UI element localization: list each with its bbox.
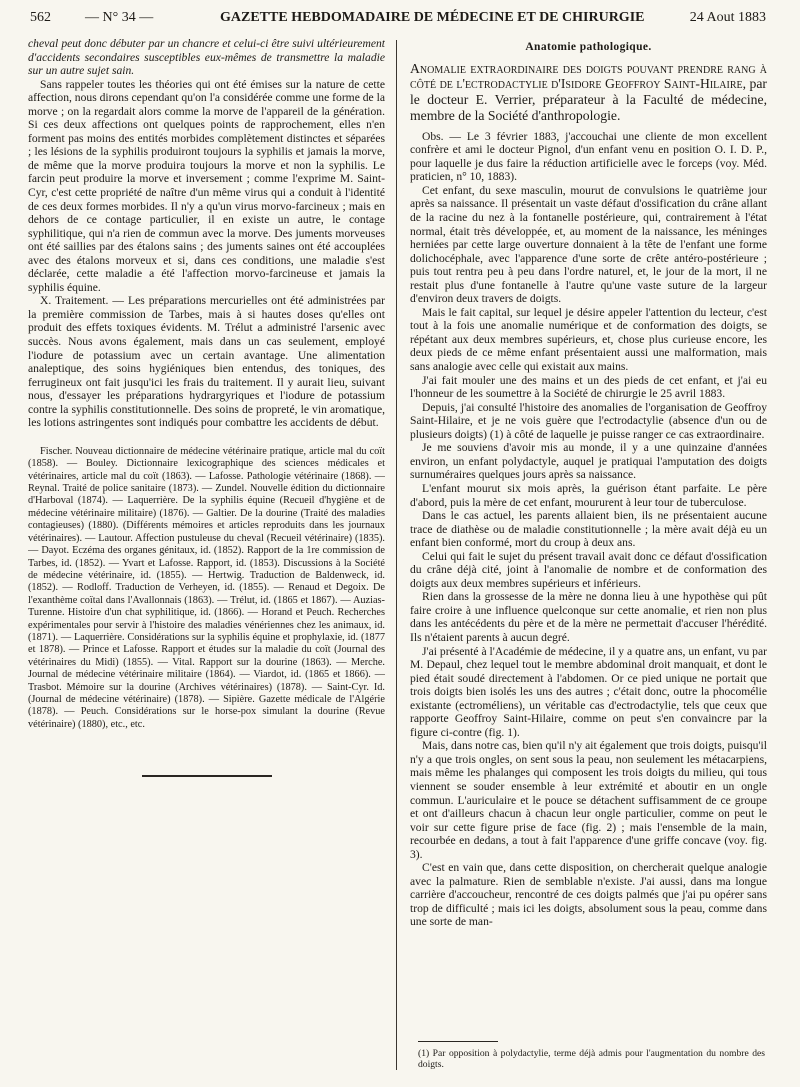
paragraph: Rien dans la grossesse de la mère ne donna lieu à une hypothèse qui pût faire croire à une influence quelconque sur cette anomalie, et rien non plus dans les antécédents du père et de la mère ne permettait d'accuser l'hérédité. Ils n'étaient parents à aucun degré. (410, 590, 767, 644)
paragraph: Mais, dans notre cas, bien qu'il n'y ait également que trois doigts, puisqu'il n'y a que trois ongles, on sent sous la peau, non seulement les métacarpiens, mais même les phalanges qui composent les trois doigts du milieu, qui tous viennent se souder ensemble à leur extrémité et aboutir en un ongle commun. L'auriculaire et le pouce se détachent suffisamment de ce groupe et ont d'ailleurs chacun à chacun leur ongle particulier, comme on peut le voir sur cette figure prise de face (fig. 2) ; mais l'ensemble de la main, recourbée en dedans, a tout à fait l'apparence d'une griffe concave (voy. fig. 3). (410, 739, 767, 861)
section-divider (142, 775, 272, 777)
bibliography-text: Fischer. Nouveau dictionnaire de médecine vétérinaire pratique, article mal du coït (1858). — Bouley. Dictionnaire lexicographique des sciences médicales et vétérinaires, article mal du coït (1863). — Lafosse. Pathologie vétérinaire (1868). — Reynal. Traité de police sanitaire (1873). — Zundel. Nouvelle édition du dictionnaire d'Harboval (1874). — Laquerrière. De la syphilis équine (Recueil d'hygiène et de médecine vétérinaire militaire) (1876). — Galtier. De la dourine (Traité des maladies contagieuses) (1880). (Différents mémoires et articles reproduits dans les journaux vétérinaires). — Lautour. Affection pustuleuse du cheval (Recueil vétérinaire) (1835). — Dayot. Eczéma des organes génitaux, id. (1852). Rapport de la 1re commission de Tarbes, id. (1852). — Yvart et Lafosse. Rapport, id. (1853). Discussions à la Société de médecine vétérinaire, id. (1855). — Hertwig. Traduction de Baldenweck, id. (1852). — Rodloff. Traduction de Verheyen, id. (1855). — Renaud et Degoix. De l'exanthème coïtal dans l'Avallonnais (1863). — Trélut, id. (1865 et 1867). — Auzias-Turenne. Histoire d'un chat syphilitique, id. (1866). — Horand et Peuch. Recherches expérimentales pour servir à l'histoire des maladies vénériennes chez les animaux, id. (1871). — Laquerrière. Considérations sur la syphilis équine et prophylaxie, id. (1877 et 1878). — Prince et Lafosse. Rapport et études sur la maladie du coït (Journal des vétérinaires du Midi) (1855). — Vital. Rapport sur la dourine (1863). — Merche. Journal de médecine vétérinaire militaire (1864). — Viardot, id. (1865 et 1866). — Trasbot. Mémoire sur la dourine (Archives vétérinaires) (1878). — Saint-Cyr. Id. (Journal de médecine vétérinaire) (1878). — Sipière. Gazette médicale de l'Algérie (1878). — Peuch. Considérations sur le horse-pox simulant la dourine (Revue vétérinaire) (1880), etc., etc. (28, 445, 385, 730)
left-body (28, 78, 385, 430)
column-divider (396, 40, 397, 1070)
paragraph: C'est en vain que, dans cette disposition, on chercherait quelque analogie avec la palmature. Rien de semblable n'existe. J'ai aussi, dans ma longue carrière d'accoucheur, rencontré de ces doigts palmés que j'ai pu opérer sans trop de difficulté ; mais ici les doigts, absolument sous la peau, comme dans une sorte de man- (410, 861, 767, 929)
paragraph: J'ai présenté à l'Académie de médecine, il y a quatre ans, un enfant, vu par M. Depaul, chez lequel tout le membre abdominal droit manquait, et dont le pied était soudé directement à l'abdomen. Or ce pied unique ne portait que trois doigts bien isolés les uns des autres ; c'était donc, outre la phocomélie existante (ectroméliens), un véritable cas d'ectrodactylie, tels que ceux que rapporte Geoffroy Saint-Hilaire, comme on peut s'en convaincre par la figure ci-contre (fig. 1). (410, 644, 767, 739)
right-body (410, 130, 767, 929)
left-column (28, 37, 385, 1072)
article-title (410, 61, 767, 124)
paragraph: J'ai fait mouler une des mains et un des pieds de cet enfant, et j'ai eu l'honneur de les soumettre à la Société de chirurgie le 25 avril 1883. (410, 373, 767, 401)
bibliography (28, 446, 385, 731)
paragraph: Obs. — Le 3 février 1883, j'accouchai une cliente de mon excellent confrère et ami le docteur Pignol, d'un enfant venu en position O. I. D. P., pour laquelle je dus faire la réduction artificielle avec le forceps (voy. Méd. praticien, n° 10, 1883). (410, 129, 767, 184)
footnote-text: (1) Par opposition à polydactylie, terme déjà admis pour l'augmentation du nombre des doigts. (418, 1047, 765, 1071)
paragraph: Cet enfant, du sexe masculin, mourut de convulsions le quatrième jour après sa naissance. Il présentait un vaste défaut d'ossification du crâne allant de la racine du nez à la fontanelle postérieure, qui, contrairement à l'état normal, était très développée, et, au moment de la naissance, les méninges herniées par cette large ouverture donnaient à la tête de l'enfant une forme dolichocéphale, avec l'apparence d'une sorte de crête antéro-postérieure ; puis tout rentra peu à peu dans l'ordre naturel, et, le jour de la mort, il ne restait plus d'une fontanelle à l'autre qu'une vaste suture de la largeur d'environ deux travers de doigts. (410, 183, 767, 306)
article-title-main: Anomalie extraordinaire des doigts pouvant prendre rang à côté de l'ectrodactylie d'Isidore Geoffroy Saint-Hilaire, (410, 60, 767, 92)
right-column (410, 37, 767, 1077)
journal-title: GAZETTE HEBDOMADAIRE DE MÉDECINE ET DE CHIRURGIE (220, 10, 645, 25)
paragraph: Depuis, j'ai consulté l'histoire des anomalies de l'organisation de Geoffroy Saint-Hilaire, et je ne vois guère que l'ectrodactylie (absence d'un ou de plusieurs doigts) (1) à côté de laquelle je puisse ranger ce cas extraordinaire. (410, 400, 767, 441)
article-byline: par le docteur E. Verrier, préparateur à la Faculté de médecine, membre de la Société d'anthropologie. (410, 76, 767, 123)
section-heading: Anatomie pathologique. (525, 41, 652, 53)
continued-paragraph: cheval peut donc débuter par un chancre et celui-ci être suivi ultérieurement d'accidents secondaires susceptibles eux-mêmes de transmettre la maladie sur un autre sujet sain. (28, 37, 385, 78)
paragraph: Sans rappeler toutes les théories qui ont été émises sur la nature de cette affection, nous dirons cependant qu'on l'a considérée comme une forme de la morve ; on la regardait alors comme la morve de l'appareil de la génération. Si ces deux affections ont quelques points de rapprochement, elles n'en forment pas moins des entités morbides complètement distinctes et séparées ; les lésions de la syphilis produiront toujours la syphilis et jamais la morve, de même que la morve produira toujours la morve et non la syphilis. Le farcin peut produire la morve et inversement ; comme l'exprime M. Saint-Cyr, c'est cette propriété de naître d'un même virus qui a conduit à l'identité de ces deux formes morbides. Il n'y a qu'un virus morvo-farcineux ; mais en dehors de ce contage particulier, il en existe un autre, le contage syphilitique, qui n'a rien de commun avec la morve. Des juments morveuses ont été saillies par des étalons sains ; des juments saines ont été accouplées avec des étalons morveux et si, dans ces conditions, une maladie s'est déclarée, cette maladie a été l'affection morvo-farcineuse et jamais la syphilis équine. (28, 77, 385, 294)
paragraph: Celui qui fait le sujet du présent travail avait donc ce défaut d'ossification du crâne déjà cité, joint à l'anomalie de nombre et de conformation des doigts aux deux membres supérieurs et inférieurs. (410, 549, 767, 590)
issue-number: — N° 34 — (85, 10, 154, 25)
footnote-rule (418, 1041, 498, 1042)
footnote (418, 1041, 765, 1071)
issue-date: 24 Aout 1883 (689, 10, 766, 25)
running-header (28, 8, 770, 30)
paragraph: Je me souviens d'avoir mis au monde, il y a une quinzaine d'années environ, un enfant polydactyle, auquel je pratiquai l'amputation des doigts surnuméraires quelques jours après sa naissance. (410, 441, 767, 482)
paragraph: X. Traitement. — Les préparations mercurielles ont été administrées par la première commission de Tarbes, mais à si hautes doses qu'elles ont produit des effets toxiques évidents. M. Trélut a administré l'arsenic avec succès. Nous avons également, mais dans un cas seulement, employé l'iodure de potassium avec un certain avantage. Une alimentation analeptique, des soins hygiéniques bien entendus, des toniques, des ferrugineux ont fait jusqu'ici les frais du traitement. Il y aurait lieu, suivant nous, d'essayer les préparations hydrargyriques et l'iodure de potassium contre la syphilis constitutionnelle. Des soins de propreté, le vin aromatique, les lotions astringentes sont indiqués pour combattre les accidents de début. (28, 294, 385, 430)
paragraph: L'enfant mourut six mois après, la guérison étant parfaite. Le père d'abord, puis la mère de cet enfant, moururent à leur tour de tuberculose. (410, 481, 767, 509)
paragraph: Dans le cas actuel, les parents allaient bien, ils ne présentaient aucune trace de diathèse ou de maladie constitutionnelle ; la mère avait déjà eu un enfant bien conformé, mort du croup à deux ans. (410, 509, 767, 550)
page-number: 562 (30, 10, 51, 25)
paragraph: Mais le fait capital, sur lequel je désire appeler l'attention du lecteur, c'est tout à la fois une anomalie numérique et de conformation des doigts, se répétant aux deux membres supérieurs, et, chose plus curieuse encore, les deux pieds de ce même enfant présentaient aussi une malformation, mais sans analogie avec celle qui existait aux mains. (410, 305, 767, 374)
